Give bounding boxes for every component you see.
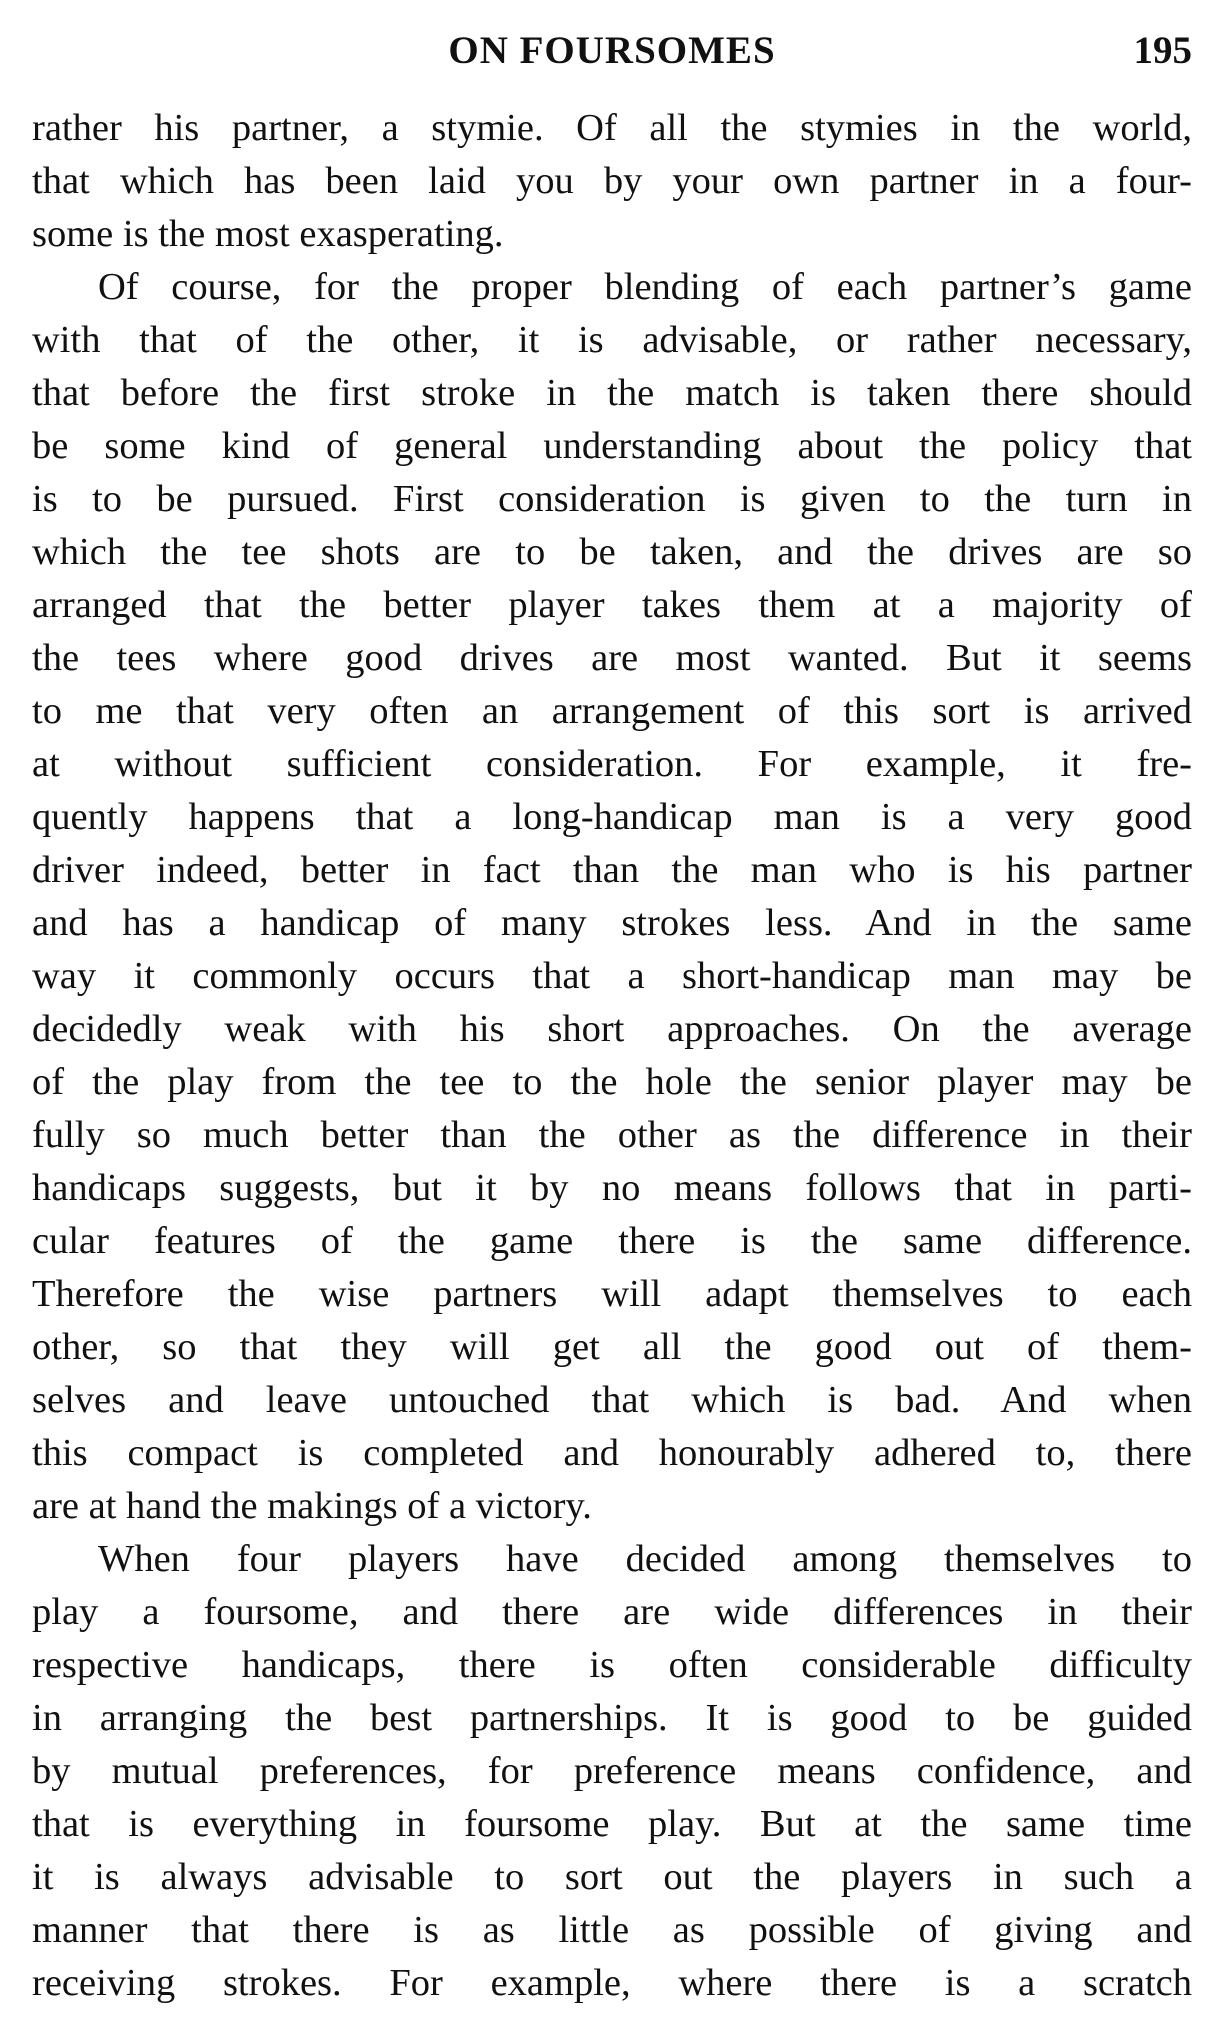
running-title: ON FOURSOMES	[448, 29, 776, 72]
text-line: it is always advisable to sort out the players in such a	[32, 1856, 1192, 1898]
text-line: cular features of the game there is the same difference.	[32, 1220, 1192, 1262]
text-line: the tees where good drives are most wanted. But it seems	[32, 637, 1192, 679]
text-line: are at hand the makings of a victory.	[32, 1485, 592, 1527]
text-line: rather his partner, a stymie. Of all the stymies in the world,	[32, 107, 1192, 149]
text-line: by mutual preferences, for preference means confidence, and	[32, 1750, 1192, 1792]
text-line: with that of the other, it is advisable, or rather necessary,	[32, 319, 1192, 361]
text-line: quently happens that a long-handicap man is a very good	[32, 796, 1192, 838]
text-line: play a foursome, and there are wide differences in their	[32, 1591, 1192, 1633]
text-line: Therefore the wise partners will adapt themselves to each	[32, 1273, 1192, 1315]
text-line: of the play from the tee to the hole the senior player may be	[32, 1061, 1192, 1103]
text-line: Of course, for the proper blending of each partner’s game	[98, 266, 1192, 308]
body-text	[32, 102, 1192, 2010]
text-line: respective handicaps, there is often considerable difficulty	[32, 1644, 1192, 1686]
text-line: is to be pursued. First consideration is given to the turn in	[32, 478, 1192, 520]
text-line: be some kind of general understanding about the policy that	[32, 425, 1192, 467]
text-line: in arranging the best partnerships. It is good to be guided	[32, 1697, 1192, 1739]
text-line: which the tee shots are to be taken, and the drives are so	[32, 531, 1192, 573]
text-line: decidedly weak with his short approaches. On the average	[32, 1008, 1192, 1050]
text-line: selves and leave untouched that which is bad. And when	[32, 1379, 1192, 1421]
text-line: manner that there is as little as possible of giving and	[32, 1909, 1192, 1951]
text-line: When four players have decided among themselves to	[98, 1538, 1192, 1580]
text-line: that which has been laid you by your own partner in a four-	[32, 160, 1192, 202]
running-head	[32, 28, 1192, 88]
text-line: other, so that they will get all the good out of them-	[32, 1326, 1192, 1368]
text-line: way it commonly occurs that a short-handicap man may be	[32, 955, 1192, 997]
text-line: and has a handicap of many strokes less. And in the same	[32, 902, 1192, 944]
text-line: that is everything in foursome play. But at the same time	[32, 1803, 1192, 1845]
text-line: receiving strokes. For example, where there is a scratch	[32, 1962, 1192, 2004]
text-line: some is the most exasperating.	[32, 213, 504, 255]
text-line: to me that very often an arrangement of this sort is arrived	[32, 690, 1192, 732]
text-line: that before the first stroke in the match is taken there should	[32, 372, 1192, 414]
text-line: arranged that the better player takes them at a majority of	[32, 584, 1192, 626]
text-line: fully so much better than the other as the difference in their	[32, 1114, 1192, 1156]
text-line: this compact is completed and honourably adhered to, there	[32, 1432, 1192, 1474]
text-line: handicaps suggests, but it by no means follows that in parti-	[32, 1167, 1192, 1209]
text-line: driver indeed, better in fact than the man who is his partner	[32, 849, 1192, 891]
page-number: 195	[1133, 29, 1192, 72]
text-line: at without sufficient consideration. For example, it fre-	[32, 743, 1192, 785]
